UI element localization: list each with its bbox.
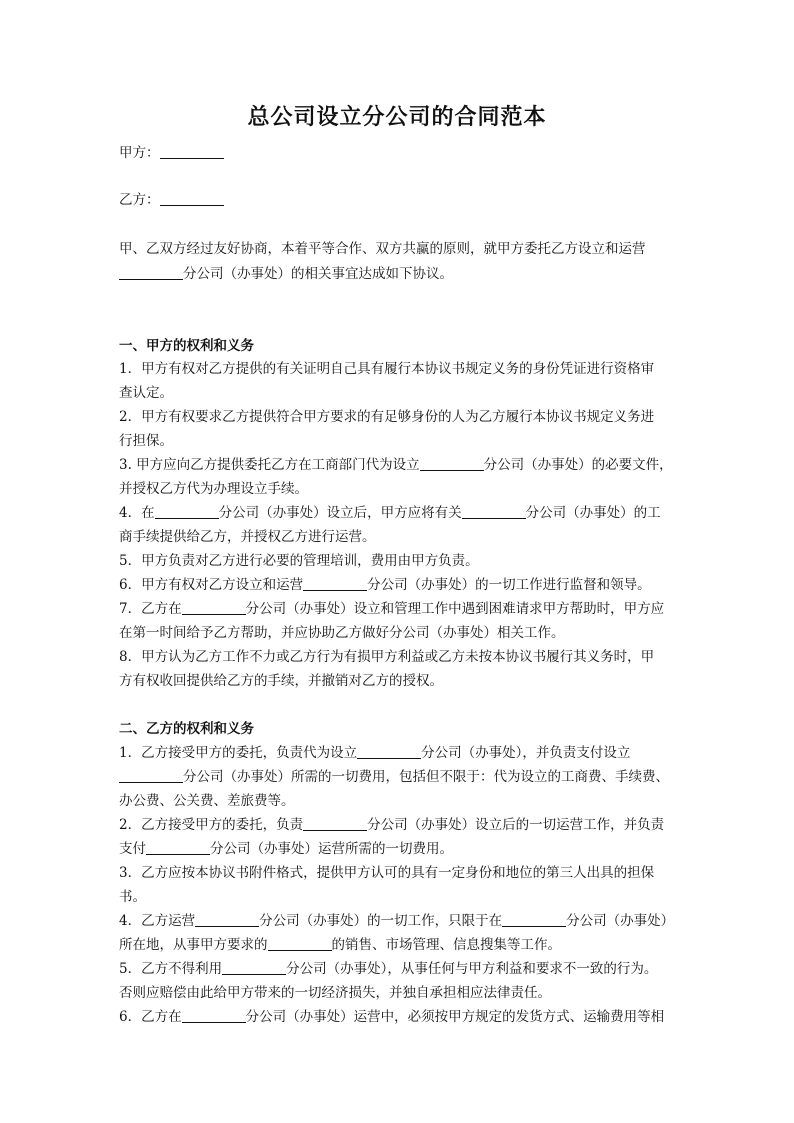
clause-1-6: [119, 575, 651, 595]
clause-2-1a: [119, 743, 630, 763]
clause-1-2a: 2．甲方有权要求乙方提供符合甲方要求的有足够身份的人为乙方履行本协议书规定义务进: [119, 409, 655, 425]
clause-1-1b: 查认定。: [119, 385, 173, 401]
clause-1-6-post: 分公司（办事处）的一切工作进行监督和领导。: [367, 577, 651, 593]
clause-1-7a-pre: 7．乙方在: [119, 601, 182, 617]
clause-2-2b: [119, 839, 453, 859]
clause-2-5a-post: 分公司（办事处），从事任何与甲方利益和要求不一致的行为。: [286, 961, 658, 977]
party-b-blank: [160, 191, 224, 206]
clause-blank: [303, 576, 367, 591]
clause-1-7b: 在第一时间给予乙方帮助，并应协助乙方做好分公司（办事处）相关工作。: [119, 625, 565, 641]
clause-2-4a-mid: 分公司（办事处）的一切工作，只限于在: [259, 913, 503, 929]
clause-blank: [119, 768, 183, 783]
clause-blank: [357, 744, 421, 759]
clause-2-6a: [119, 1007, 664, 1027]
party-a-blank: [160, 144, 224, 159]
clause-2-1b: [119, 767, 669, 787]
clause-blank: [462, 504, 526, 519]
clause-2-2b-pre: 支付: [119, 841, 146, 857]
clause-2-1a-post: 分公司（办事处），并负责支付设立: [421, 745, 631, 761]
clause-2-5a: [119, 959, 657, 979]
clause-blank: [420, 456, 484, 471]
intro-line-2: [119, 264, 453, 284]
clause-blank: [182, 1008, 246, 1023]
clause-1-4a-post: 分公司（办事处）的工: [525, 505, 661, 521]
clause-1-8b: 方有权收回提供给乙方的手续，并撤销对乙方的授权。: [119, 673, 443, 689]
clause-blank: [222, 960, 286, 975]
party-b-label: 乙方：: [119, 192, 160, 208]
clause-2-4b: [119, 935, 561, 955]
clause-1-4b: 商手续提供给乙方，并授权乙方进行运营。: [119, 529, 376, 545]
clause-1-7a-post: 分公司（办事处）设立和管理工作中遇到困难请求甲方帮助时，甲方应: [245, 601, 665, 617]
document-title: 总公司设立分公司的合同范本: [247, 104, 547, 130]
clause-2-1b-post: 分公司（办事处）所需的一切费用，包括但不限于：代为设立的工商费、手续费、: [183, 769, 669, 785]
clause-blank: [155, 504, 219, 519]
clause-2-2a-post: 分公司（办事处）设立后的一切运营工作，并负责: [367, 817, 665, 833]
clause-1-3a: [119, 455, 673, 475]
intro-text: 分公司（办事处）的相关事宜达成如下协议。: [183, 266, 453, 282]
clause-2-1c: 办公费、公关费、差旅费等。: [119, 793, 295, 809]
clause-1-8a: 8．甲方认为乙方工作不力或乙方行为有损甲方利益或乙方未按本协议书履行其义务时，甲: [119, 649, 655, 665]
clause-2-3a: 3．乙方应按本协议书附件格式，提供甲方认可的具有一定身份和地位的第三人出具的担保: [119, 865, 655, 881]
clause-2-4a-post: 分公司（办事处）: [566, 913, 675, 929]
clause-blank: [146, 840, 210, 855]
section2-heading: 二、乙方的权利和义务: [119, 721, 254, 737]
clause-1-2b: 行担保。: [119, 433, 173, 449]
clause-2-4b-post: 的销售、市场管理、信息搜集等工作。: [331, 937, 561, 953]
clause-1-5: 5．甲方负责对乙方进行必要的管理培训，费用由甲方负责。: [119, 553, 479, 569]
clause-2-4b-pre: 所在地，从事甲方要求的: [119, 937, 268, 953]
clause-1-3b: 并授权乙方代为办理设立手续。: [119, 481, 308, 497]
clause-1-3a-pre: 3. 甲方应向乙方提供委托乙方在工商部门代为设立: [119, 457, 420, 473]
clause-2-4a-pre: 4．乙方运营: [119, 913, 196, 929]
clause-1-4a-mid: 分公司（办事处）设立后，甲方应将有关: [218, 505, 462, 521]
clause-1-4a: [119, 503, 661, 523]
clause-2-2a-pre: 2．乙方接受甲方的委托，负责: [119, 817, 304, 833]
clause-blank: [268, 936, 332, 951]
intro-blank: [119, 265, 183, 280]
clause-2-2a: [119, 815, 664, 835]
clause-1-4a-pre: 4．在: [119, 505, 155, 521]
clause-blank: [502, 912, 566, 927]
clause-1-1a: 1．甲方有权对乙方提供的有关证明自己具有履行本协议书规定义务的身份凭证进行资格审: [119, 361, 655, 377]
intro-line-1: 甲、乙双方经过友好协商，本着平等合作、双方共赢的原则，就甲方委托乙方设立和运营: [119, 241, 646, 257]
party-a-label: 甲方：: [119, 145, 160, 161]
clause-2-5a-pre: 5．乙方不得利用: [119, 961, 223, 977]
clause-2-6a-pre: 6．乙方在: [119, 1009, 182, 1025]
clause-1-3a-post: 分公司（办事处）的必要文件，: [483, 457, 673, 473]
clause-1-7a: [119, 599, 664, 619]
section1-heading: 一、甲方的权利和义务: [119, 338, 254, 354]
clause-2-6a-post: 分公司（办事处）运营中，必须按甲方规定的发货方式、运输费用等相: [245, 1009, 665, 1025]
clause-2-1a-pre: 1．乙方接受甲方的委托，负责代为设立: [119, 745, 358, 761]
clause-1-6-pre: 6．甲方有权对乙方设立和运营: [119, 577, 304, 593]
clause-blank: [303, 816, 367, 831]
party-a-line: [119, 143, 224, 163]
clause-2-3b: 书。: [119, 889, 146, 905]
party-b-line: [119, 190, 224, 210]
clause-blank: [195, 912, 259, 927]
clause-2-5b: 否则应赔偿由此给甲方带来的一切经济损失，并独自承担相应法律责任。: [119, 985, 551, 1001]
clause-2-2b-post: 分公司（办事处）运营所需的一切费用。: [210, 841, 453, 857]
clause-2-4a: [119, 911, 674, 931]
clause-blank: [182, 600, 246, 615]
